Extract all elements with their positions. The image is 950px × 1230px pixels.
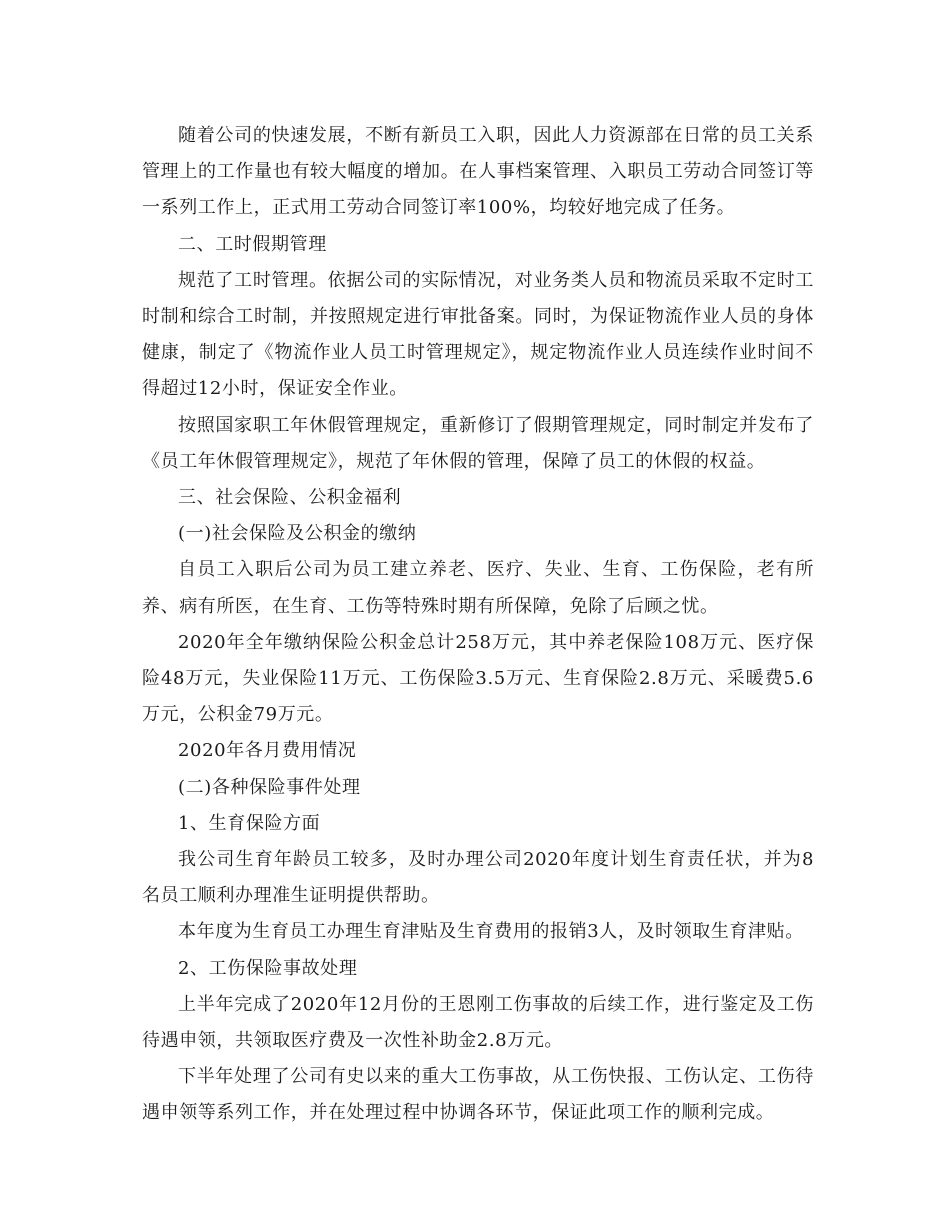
item-heading-maternity: 1、生育保险方面 (178, 812, 321, 834)
paragraph-working-hours: 规范了工时管理。依据公司的实际情况，对业务类人员和物流员采取不定时工时制和综合工时制，并按照规定进行审批备案。同时，为保证物流作业人员的身体健康，制定了《物流作业人员工时管理规定》，规定物流作业人员连续作业时间不得超过12小时，保证安全作业。 (142, 269, 814, 400)
paragraph-work-injury-first-half: 上半年完成了2020年12月份的王恩刚工伤事故的后续工作，进行鉴定及工伤待遇申领，共领取医疗费及一次性补助金2.8万元。 (142, 993, 814, 1052)
paragraph-maternity-planning: 我公司生育年龄员工较多，及时办理公司2020年度计划生育责任状，并为8名员工顺利办理准生证明提供帮助。 (142, 849, 814, 907)
paragraph-new-hires: 随着公司的快速发展，不断有新员工入职，因此人力资源部在日常的员工关系管理上的工作量也有较大幅度的增加。在人事档案管理、入职员工劳动合同签订等一系列工作上，正式用工劳动合同签订率100%，均较好地完成了任务。 (142, 125, 814, 219)
item-heading-work-injury: 2、工伤保险事故处理 (178, 957, 358, 979)
paragraph-maternity-allowance: 本年度为生育员工办理生育津贴及生育费用的报销3人，及时领取生育津贴。 (178, 921, 804, 943)
paragraph-insurance-coverage: 自员工入职后公司为员工建立养老、医疗、失业、生育、工伤保险，老有所养、病有所医，在生育、工伤等特殊时期有所保障，免除了后顾之忧。 (142, 559, 814, 617)
section-heading-social-insurance: 三、社会保险、公积金福利 (178, 487, 402, 509)
paragraph-work-injury-second-half: 下半年处理了公司有史以来的重大工伤事故，从工伤快报、工伤认定、工伤待遇申领等系列工作，并在处理过程中协调各环节，保证此项工作的顺利完成。 (142, 1066, 814, 1124)
document-body (142, 118, 814, 1132)
section-heading-working-hours: 二、工时假期管理 (178, 233, 327, 255)
paragraph-insurance-totals: 2020年全年缴纳保险公积金总计258万元，其中养老保险108万元、医疗保险48万元，失业保险11万元、工伤保险3.5万元、生育保险2.8万元、采暖费5.6万元，公积金79万元。 (142, 631, 814, 726)
subheading-insurance-payment: (一)社会保险及公积金的缴纳 (178, 523, 417, 545)
paragraph-annual-leave: 按照国家职工年休假管理规定，重新修订了假期管理规定，同时制定并发布了《员工年休假管理规定》，规范了年休假的管理，保障了员工的休假的权益。 (142, 414, 814, 472)
line-monthly-expenses: 2020年各月费用情况 (178, 740, 357, 762)
subheading-insurance-events: (二)各种保险事件处理 (178, 776, 361, 798)
